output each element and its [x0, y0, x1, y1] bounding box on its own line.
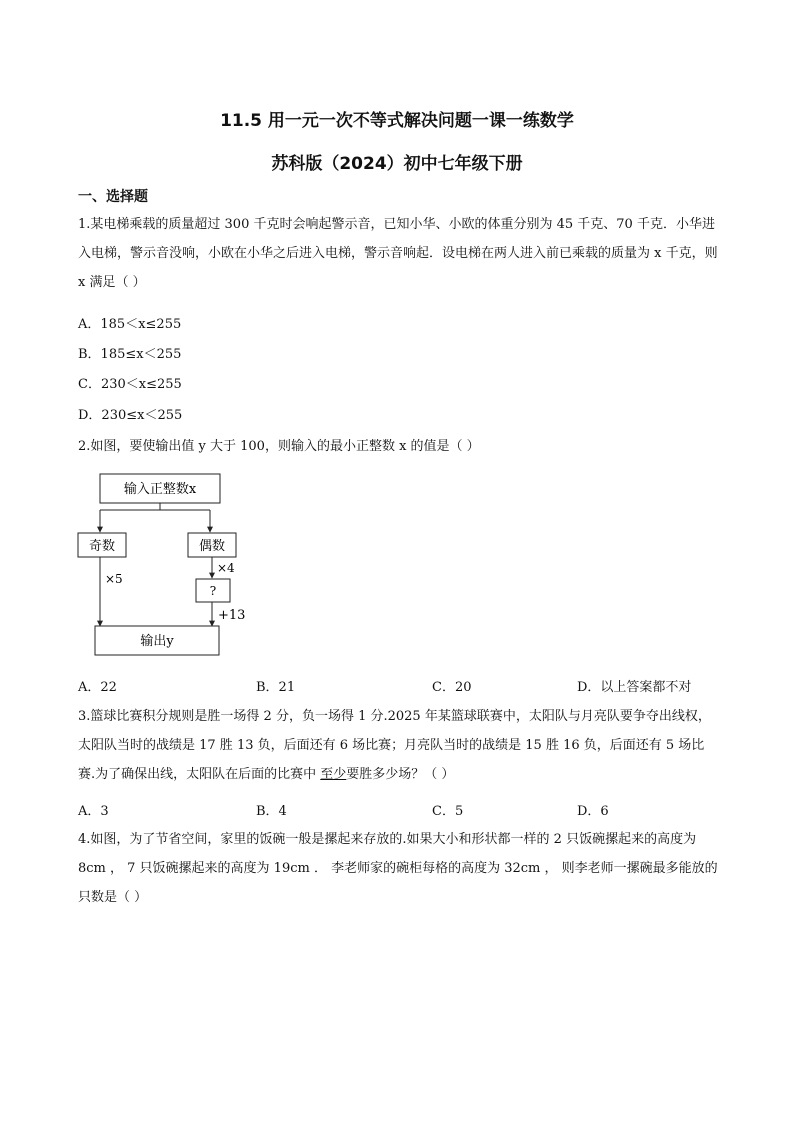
question-1-option-d: D．230≤x＜255: [78, 408, 183, 423]
flowchart-add-operation: +13: [218, 608, 246, 623]
question-1-option-b: B．185≤x＜255: [78, 347, 182, 362]
question-3-text-end: 要胜多少场？（ ）: [346, 767, 455, 782]
document-title-line-2: 苏科版（2024）初中七年级下册: [271, 154, 523, 174]
flowchart-question-label: ?: [209, 584, 217, 598]
question-2-text: 2.如图，要使输出值 y 大于 100，则输入的最小正整数 x 的值是（ ）: [78, 439, 480, 454]
flowchart-even-operation: ×4: [217, 561, 235, 575]
question-3-option-d: D．6: [577, 804, 609, 819]
question-1-option-a: A．185＜x≤255: [78, 317, 182, 332]
question-3-option-a: A．3: [78, 804, 109, 819]
question-2-option-d: D．以上答案都不对: [577, 680, 692, 695]
question-3-option-b: B．4: [256, 804, 287, 819]
flowchart-odd-operation: ×5: [105, 572, 123, 586]
question-3-underlined: 至少: [320, 767, 347, 782]
flowchart-input-label: 输入正整数x: [123, 482, 197, 497]
question-3-text-start: 3.篮球比赛积分规则是胜一场得 2 分，负一场得 1 分.2025 年某篮球联赛中，太阳队与月亮队要争夺出线权，太阳队当时的战绩是 17 胜 13 负，后面还有 6 场比赛；月亮队当时的战绩是 15 胜 16 负，后面还有 5 场比赛.为了确保出线，太阳队在后面的比赛中: [78, 709, 711, 782]
question-2-option-b: B．21: [256, 680, 296, 695]
section-heading: 一、选择题: [78, 189, 148, 205]
flowchart-even-label: 偶数: [198, 539, 226, 554]
question-4-text: 4.如图，为了节省空间，家里的饭碗一般是摞起来存放的.如果大小和形状都一样的 2 只饭碗摞起来的高度为 8cm ， 7 只饭碗摞起来的高度为 19cm ． 李老师家的碗柜每格的高度为 32cm ， 则李老师一摞碗最多能放的只数是（ ）: [78, 832, 718, 905]
question-1-option-c: C．230＜x≤255: [78, 377, 182, 392]
question-2-option-a: A．22: [78, 680, 117, 695]
flowchart: [70, 466, 270, 662]
flowchart-output-label: 输出y: [140, 634, 174, 649]
question-2-option-c: C．20: [432, 680, 472, 695]
question-3-option-c: C．5: [432, 804, 464, 819]
question-1-text: 1.某电梯乘载的质量超过 300 千克时会响起警示音，已知小华、小欧的体重分别为 45 千克、70 千克．小华进入电梯，警示音没响，小欧在小华之后进入电梯，警示音响起．设电梯在两人进入前已乘载的质量为 x 千克，则 x 满足（ ）: [78, 217, 718, 290]
document-title-line-1: 11.5 用一元一次不等式解决问题一课一练数学: [220, 111, 574, 131]
flowchart-odd-label: 奇数: [88, 539, 116, 554]
question-3-text: [78, 702, 718, 789]
